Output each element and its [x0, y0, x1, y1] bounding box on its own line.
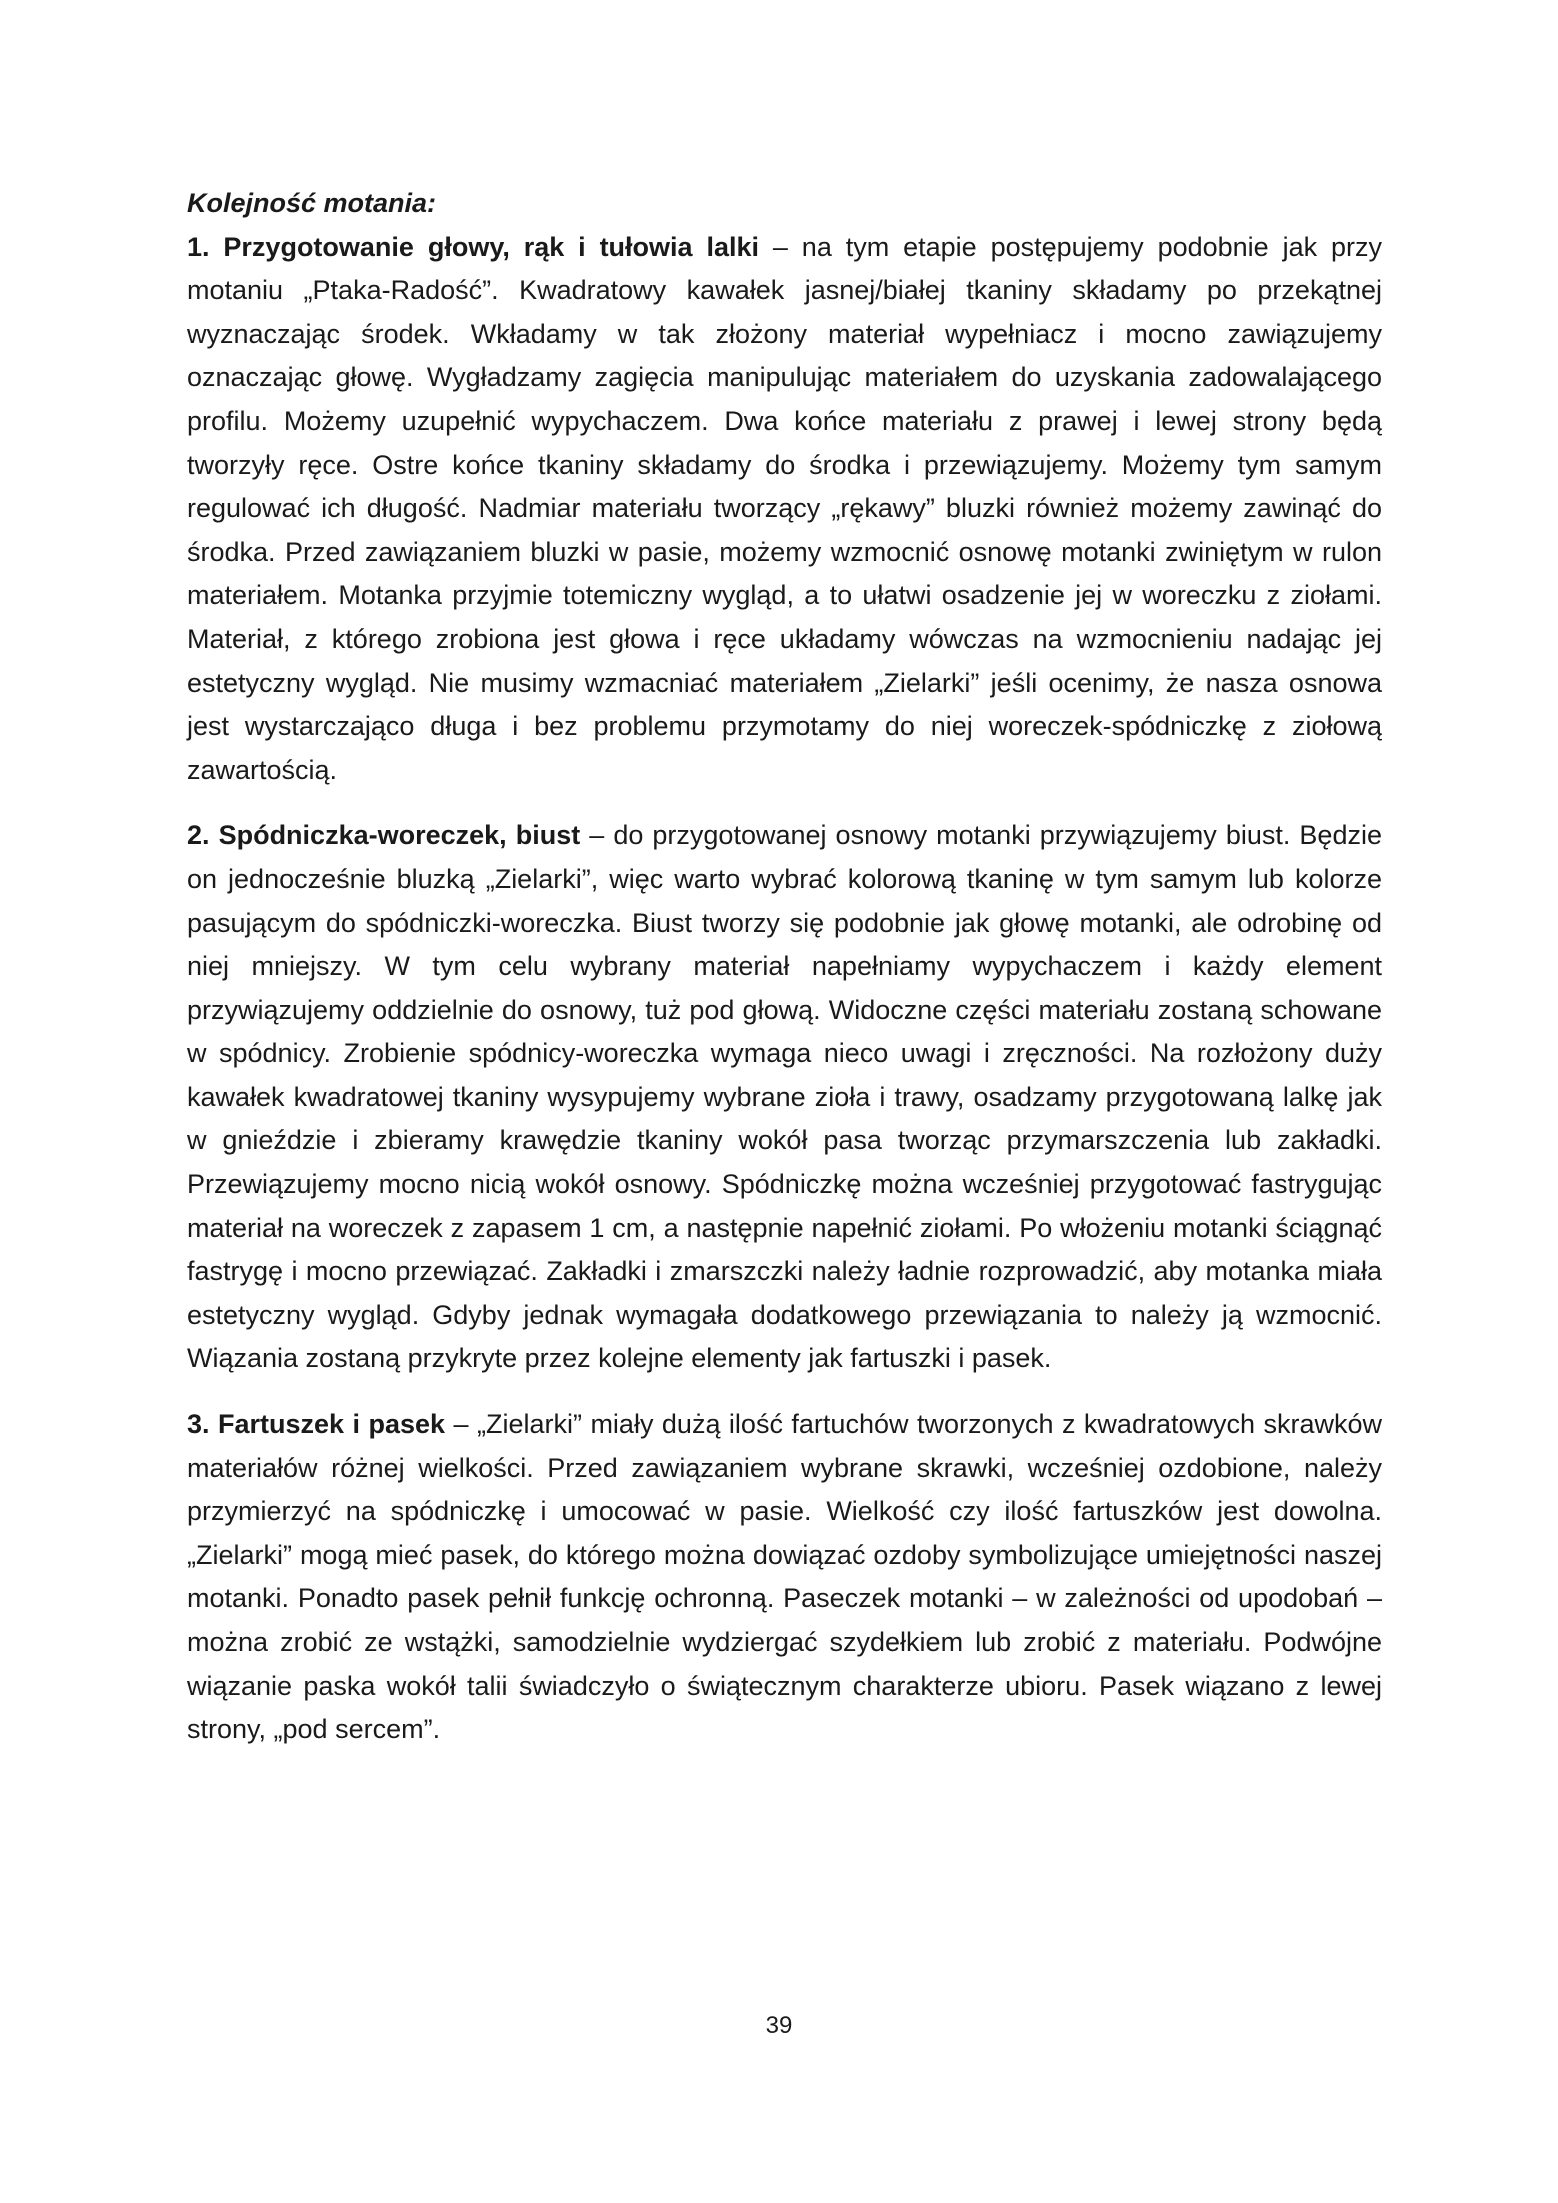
- paragraph-step-1: [187, 226, 1382, 793]
- paragraph-step-3: [187, 1403, 1382, 1752]
- section-heading: Kolejność motania:: [187, 188, 437, 218]
- paragraph-step-2: [187, 814, 1382, 1381]
- step-1-text: – na tym etapie postępujemy podobnie jak przy motaniu „Ptaka-Radość”. Kwadratowy kawałek jasnej/białej tkaniny składamy po przekątnej wyznaczając środek. Wkładamy w tak złożony materiał wypełniacz i mocno zawiązujemy oznaczając głowę. Wygładzamy zagięcia manipulując materiałem do uzyskania zadowalającego profilu. Możemy uzupełnić wypychaczem. Dwa końce materiału z prawej i lewej strony będą tworzyły ręce. Ostre końce tkaniny składamy do środka i przewiązujemy. Możemy tym samym regulować ich długość. Nadmiar materiału tworzący „rękawy” bluzki również możemy zawinąć do środka. Przed zawiązaniem bluzki w pasie, możemy wzmocnić osnowę motanki zwiniętym w rulon materiałem. Motanka przyjmie totemiczny wygląd, a to ułatwi osadzenie jej w woreczku z ziołami. Materiał, z którego zrobiona jest głowa i ręce układamy wówczas na wzmocnieniu nadając jej estetyczny wygląd. Nie musimy wzmacniać materiałem „Zielarki” jeśli ocenimy, że nasza osnowa jest wystarczająco długa i bez problemu przymotamy do niej woreczek-spódniczkę z ziołową zawartością.: [187, 231, 1382, 785]
- step-3-title: 3. Fartuszek i pasek: [187, 1409, 446, 1440]
- page-body: [187, 182, 1382, 1774]
- page-number: 39: [765, 2012, 793, 2039]
- step-2-text: – do przygotowanej osnowy motanki przywiązujemy biust. Będzie on jednocześnie bluzką „Zielarki”, więc warto wybrać kolorową tkaninę w tym samym lub kolorze pasującym do spódniczki-woreczka. Biust tworzy się podobnie jak głowę motanki, ale odrobinę od niej mniejszy. W tym celu wybrany materiał napełniamy wypychaczem i każdy element przywiązujemy oddzielnie do osnowy, tuż pod głową. Widoczne części materiału zostaną schowane w spódnicy. Zrobienie spódnicy-woreczka wymaga nieco uwagi i zręczności. Na rozłożony duży kawałek kwadratowej tkaniny wysypujemy wybrane zioła i trawy, osadzamy przygotowaną lalkę jak w gnieździe i zbieramy krawędzie tkaniny wokół pasa tworząc przymarszczenia lub zakładki. Przewiązujemy mocno nicią wokół osnowy. Spódniczkę można wcześniej przygotować fastrygując materiał na woreczek z zapasem 1 cm, a następnie napełnić ziołami. Po włożeniu motanki ściągnąć fastrygę i mocno przewiązać. Zakładki i zmarszczki należy ładnie rozprowadzić, aby motanka miała estetyczny wygląd. Gdyby jednak wymagała dodatkowego przewiązania to należy ją wzmocnić. Wiązania zostaną przykryte przez kolejne elementy jak fartuszki i pasek.: [187, 820, 1382, 1374]
- step-1-title: 1. Przygotowanie głowy, rąk i tułowia lalki: [187, 231, 759, 262]
- step-2-title: 2. Spódniczka-woreczek, biust: [187, 820, 581, 851]
- step-3-text: – „Zielarki” miały dużą ilość fartuchów tworzonych z kwadratowych skrawków materiałów różnej wielkości. Przed zawiązaniem wybrane skrawki, wcześniej ozdobione, należy przymierzyć na spódniczkę i umocować w pasie. Wielkość czy ilość fartuszków jest dowolna. „Zielarki” mogą mieć pasek, do którego można dowiązać ozdoby symbolizujące umiejętności naszej motanki. Ponadto pasek pełnił funkcję ochronną. Paseczek motanki – w zależności od upodobań – można zrobić ze wstążki, samodzielnie wydziergać szydełkiem lub zrobić z materiału. Podwójne wiązanie paska wokół talii świadczyło o świątecznym charakterze ubioru. Pasek wiązano z lewej strony, „pod sercem”.: [187, 1409, 1382, 1745]
